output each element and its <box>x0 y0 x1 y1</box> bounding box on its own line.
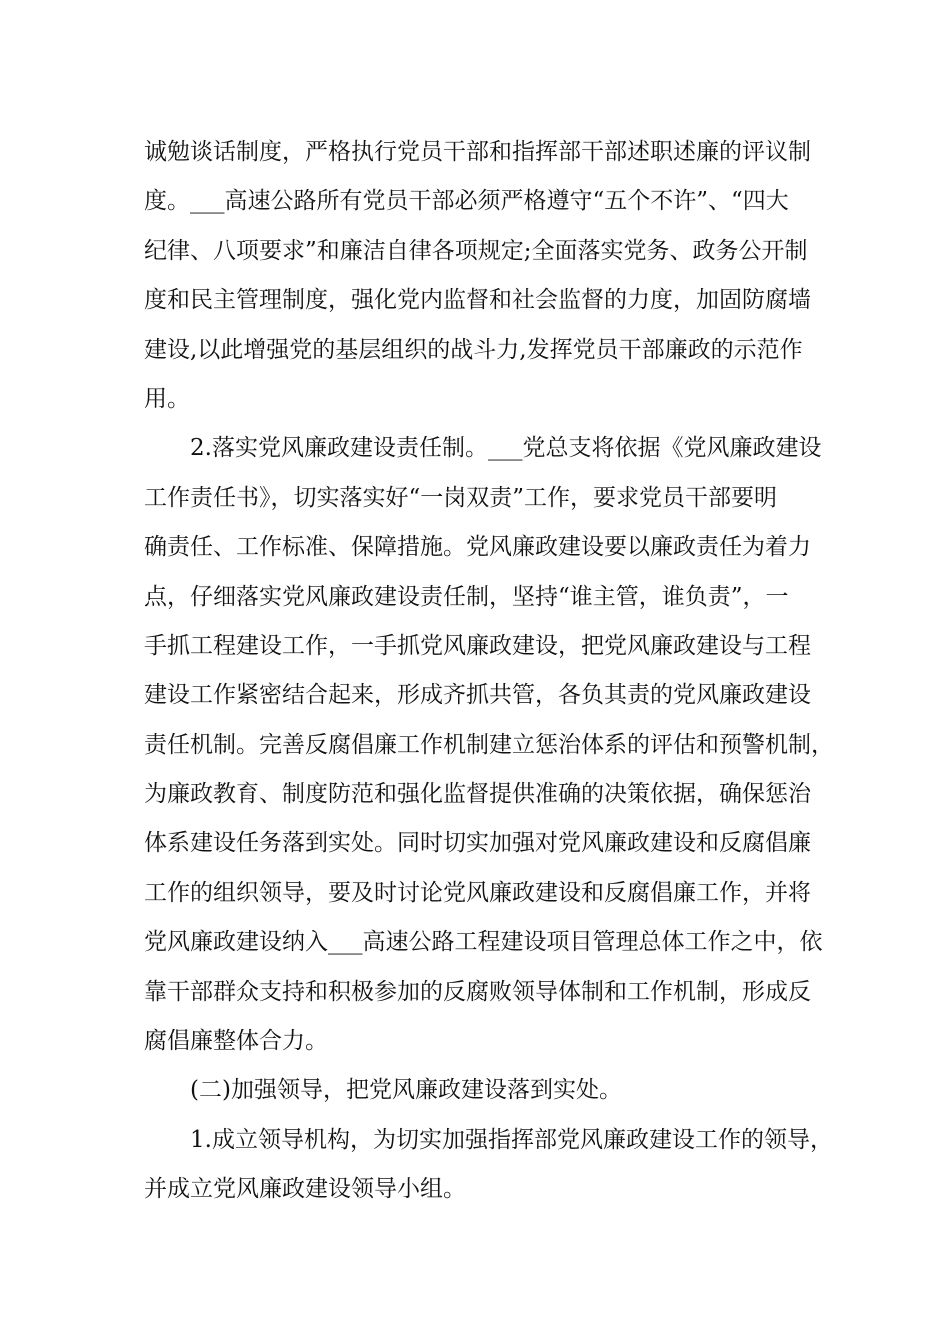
text-line: 党风廉政建设纳入___高速公路工程建设项目管理总体工作之中，依 <box>144 929 823 956</box>
text-line: 责任机制。完善反腐倡廉工作机制建立惩治体系的评估和预警机制， <box>144 731 834 758</box>
text-line: 用。 <box>144 385 190 412</box>
text-line: 手抓工程建设工作，一手抓党风廉政建设，把党风廉政建设与工程 <box>144 632 811 659</box>
text-line: 诚勉谈话制度，严格执行党员干部和指挥部干部述职述廉的评议制 <box>144 139 811 165</box>
section-heading: (二)加强领导，把党风廉政建设落到实处。 <box>190 1077 622 1104</box>
text-line: 靠干部群众支持和积极参加的反腐败领导体制和工作机制，形成反 <box>144 978 811 1005</box>
paragraph-heading: 1.成立领导机构，为切实加强指挥部党风廉政建设工作的领导， <box>190 1126 833 1153</box>
text-line: 度。___高速公路所有党员干部必须严格遵守“五个不许”、“四大 <box>144 188 789 215</box>
text-line: 建设工作紧密结合起来，形成齐抓共管，各负其责的党风廉政建设 <box>144 682 811 709</box>
text-line: 度和民主管理制度，强化党内监督和社会监督的力度，加固防腐墙 <box>144 287 811 314</box>
document-body <box>144 128 834 1215</box>
text-line: 体系建设任务落到实处。同时切实加强对党风廉政建设和反腐倡廉 <box>144 830 811 857</box>
text-line: 点，仔细落实党风廉政建设责任制，坚持“谁主管，谁负责”，一 <box>144 583 789 610</box>
paragraph-heading: 2.落实党风廉政建设责任制。___党总支将依据《党风廉政建设 <box>190 435 822 462</box>
text-line: 腐倡廉整体合力。 <box>144 1028 328 1055</box>
text-line: 工作责任书》，切实落实好“一岗双责”工作，要求党员干部要明 <box>144 484 778 511</box>
text-line: 纪律、八项要求”和廉洁自律各项规定;全面落实党务、政务公开制 <box>144 237 808 264</box>
text-line: 建设,以此增强党的基层组织的战斗力,发挥党员干部廉政的示范作 <box>144 336 803 363</box>
text-line: 并成立党风廉政建设领导小组。 <box>144 1176 466 1203</box>
text-line: 确责任、工作标准、保障措施。党风廉政建设要以廉政责任为着力 <box>144 534 811 561</box>
text-line: 工作的组织领导，要及时讨论党风廉政建设和反腐倡廉工作，并将 <box>144 879 811 906</box>
text-line: 为廉政教育、制度防范和强化监督提供准确的决策依据，确保惩治 <box>144 781 811 808</box>
